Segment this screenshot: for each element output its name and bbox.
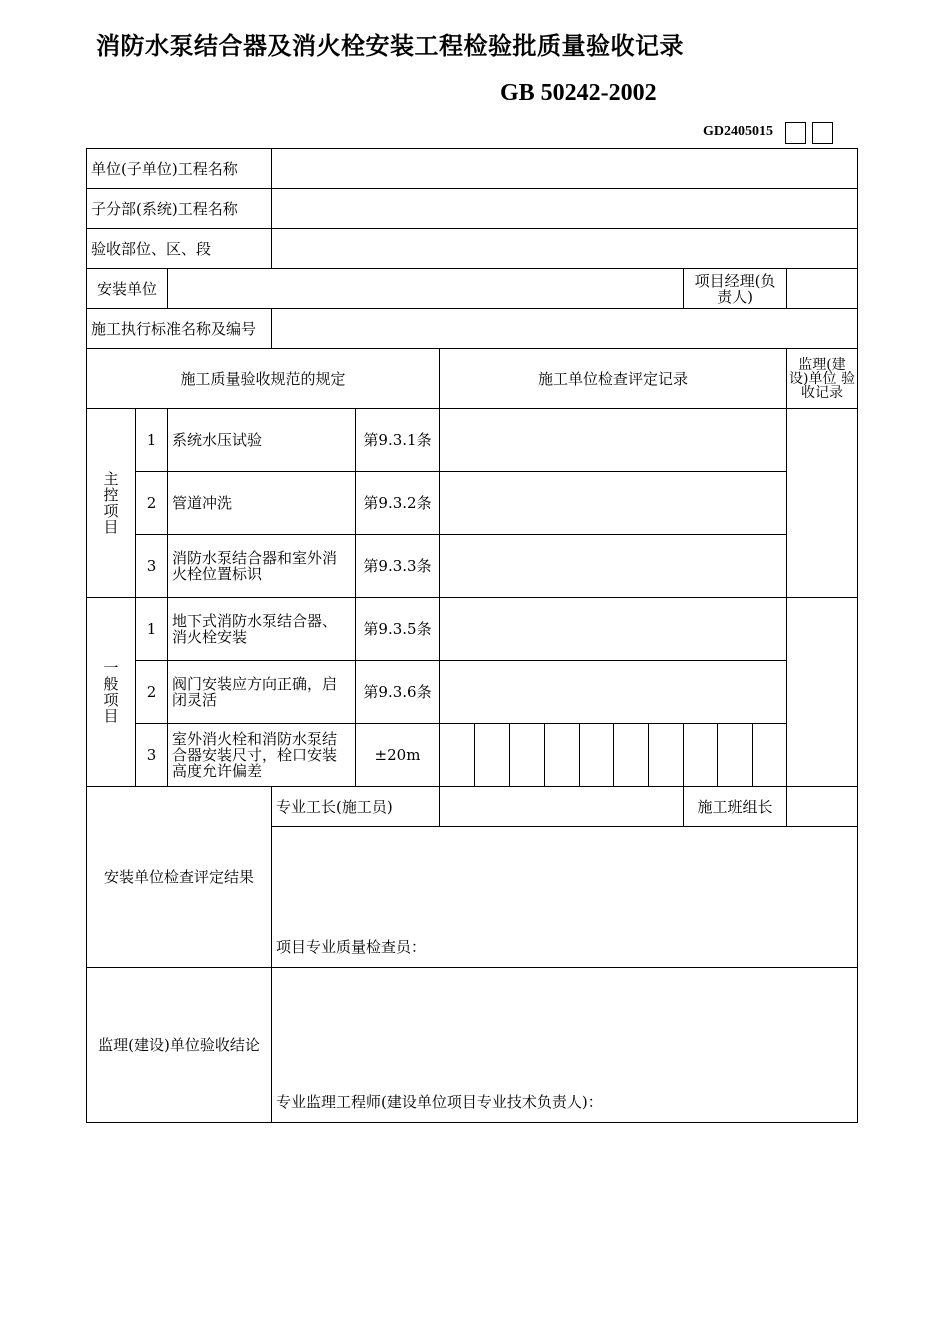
supervision-column-header: 监理(建设)单位 验收记录	[787, 349, 858, 409]
general-item-name: 阀门安装应方向正确，启闭灵活	[168, 661, 356, 724]
project-manager-field[interactable]	[787, 269, 858, 309]
record-column-header: 施工单位检查评定记录	[440, 349, 787, 409]
code-box-1[interactable]	[785, 122, 806, 144]
unit-project-name-label: 单位(子单位)工程名称	[87, 149, 272, 189]
result-label: 安装单位检查评定结果	[87, 787, 272, 968]
standard-number: GB 50242-2002	[500, 80, 657, 106]
conclusion-label: 监理(建设)单位验收结论	[87, 968, 272, 1123]
main-item-clause: 第9.3.3条	[356, 535, 440, 598]
foreman-label: 专业工长(施工员)	[272, 787, 440, 827]
main-items-group-label: 主控项目	[87, 409, 136, 598]
general-item-no: 2	[136, 661, 168, 724]
main-item-name: 消防水泵结合器和室外消火栓位置标识	[168, 535, 356, 598]
general-item-record-field[interactable]	[440, 661, 787, 724]
main-item-record-field[interactable]	[440, 535, 787, 598]
team-leader-field[interactable]	[787, 787, 858, 827]
measurement-cell[interactable]	[614, 724, 649, 787]
main-item-name: 管道冲洗	[168, 472, 356, 535]
main-items-supervision-field[interactable]	[787, 409, 858, 598]
measurement-cell[interactable]	[475, 724, 510, 787]
measurement-cell[interactable]	[684, 724, 718, 787]
general-items-supervision-field[interactable]	[787, 598, 858, 787]
spec-column-header: 施工质量验收规范的规定	[87, 349, 440, 409]
general-item-no: 3	[136, 724, 168, 787]
form-code: GD2405015	[703, 124, 773, 139]
subdivision-name-label: 子分部(系统)工程名称	[87, 189, 272, 229]
general-item-name: 地下式消防水泵结合器、消火栓安装	[168, 598, 356, 661]
measurement-cell[interactable]	[718, 724, 753, 787]
inspector-label: 项目专业质量检查员：	[276, 938, 427, 956]
foreman-field[interactable]	[440, 787, 684, 827]
install-unit-label: 安装单位	[87, 269, 168, 309]
standard-name-field[interactable]	[272, 309, 858, 349]
measurement-cell[interactable]	[510, 724, 545, 787]
project-manager-label: 项目经理(负责人)	[684, 269, 787, 309]
general-item-name: 室外消火栓和消防水泵结合器安装尺寸，栓口安装高度允许偏差	[168, 724, 356, 787]
general-item-clause: ±20m	[356, 724, 440, 787]
page-title: 消防水泵结合器及消火栓安装工程检验批质量验收记录	[96, 32, 684, 60]
code-box-2[interactable]	[812, 122, 833, 144]
measurement-cell[interactable]	[545, 724, 580, 787]
measurement-cell[interactable]	[440, 724, 475, 787]
acceptance-part-field[interactable]	[272, 229, 858, 269]
general-item-no: 1	[136, 598, 168, 661]
measurement-cell[interactable]	[753, 724, 787, 787]
main-item-record-field[interactable]	[440, 409, 787, 472]
general-item-record-field[interactable]	[440, 598, 787, 661]
main-item-no: 2	[136, 472, 168, 535]
general-item-clause: 第9.3.5条	[356, 598, 440, 661]
main-item-no: 1	[136, 409, 168, 472]
standard-name-label: 施工执行标准名称及编号	[87, 309, 272, 349]
engineer-label: 专业监理工程师(建设单位项目专业技术负责人)：	[276, 1093, 603, 1111]
measurement-cell[interactable]	[649, 724, 684, 787]
engineer-signature-area[interactable]	[272, 968, 858, 1123]
measurement-cell[interactable]	[580, 724, 614, 787]
main-item-clause: 第9.3.1条	[356, 409, 440, 472]
main-item-name: 系统水压试验	[168, 409, 356, 472]
unit-project-name-field[interactable]	[272, 149, 858, 189]
subdivision-name-field[interactable]	[272, 189, 858, 229]
inspector-signature-area[interactable]	[272, 827, 858, 968]
inspection-record-table	[86, 148, 858, 1123]
general-items-group-label: 一般项目	[87, 598, 136, 787]
main-item-record-field[interactable]	[440, 472, 787, 535]
team-leader-label: 施工班组长	[684, 787, 787, 827]
general-item-clause: 第9.3.6条	[356, 661, 440, 724]
main-item-no: 3	[136, 535, 168, 598]
main-item-clause: 第9.3.2条	[356, 472, 440, 535]
install-unit-field[interactable]	[168, 269, 684, 309]
acceptance-part-label: 验收部位、区、段	[87, 229, 272, 269]
